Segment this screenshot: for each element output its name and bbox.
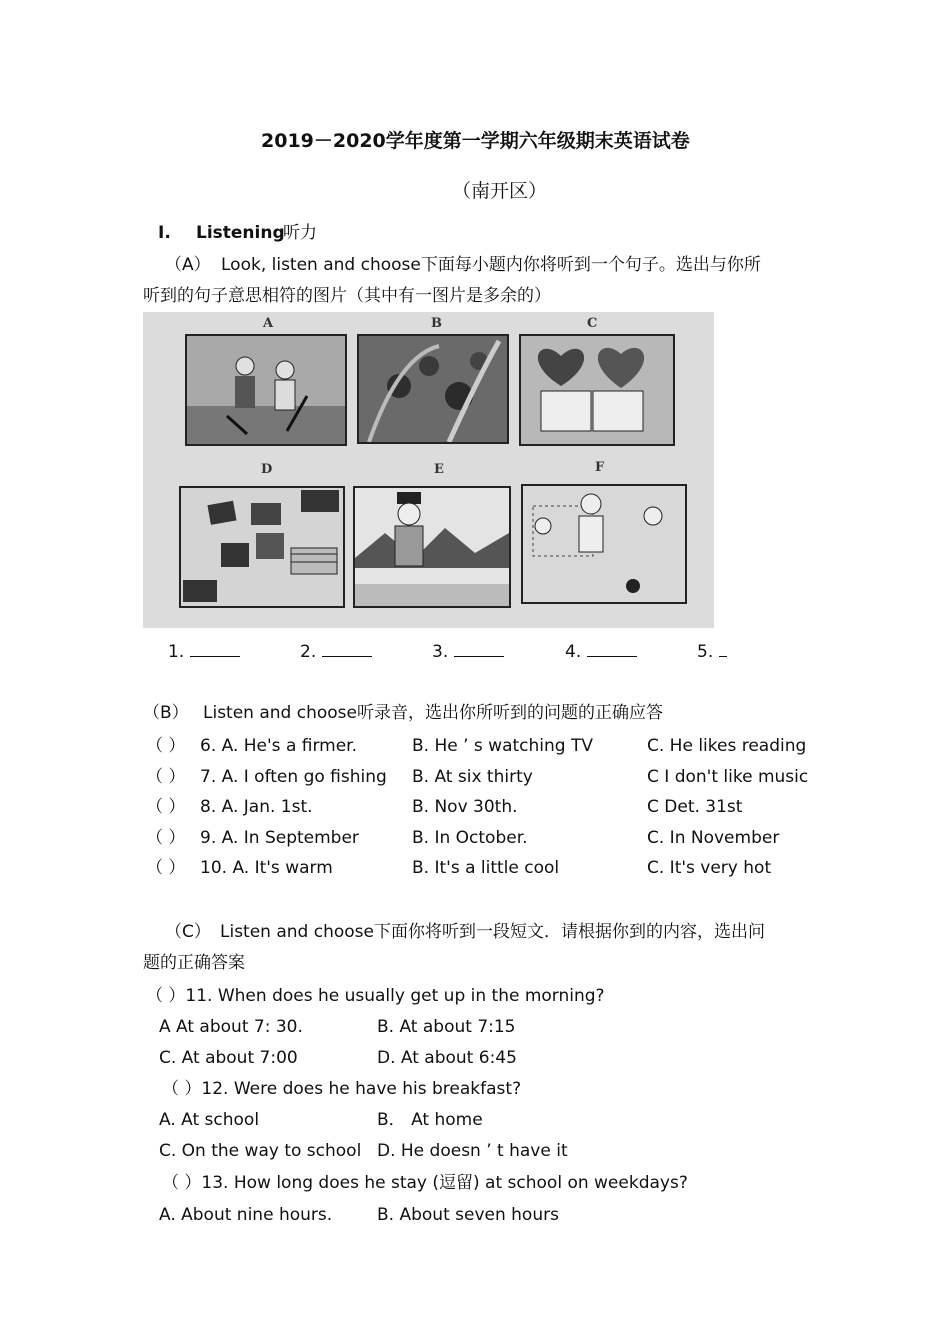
- picture-label-a: A: [263, 316, 274, 331]
- answer-number: 2.: [300, 642, 317, 662]
- option-a: 9. A. In September: [200, 828, 359, 848]
- tomato-plants-image: [359, 336, 507, 442]
- answer-number: 5.: [697, 642, 714, 662]
- greeting-cards-image: [521, 336, 673, 444]
- picture-label-d: D: [261, 462, 273, 477]
- picture-b: [357, 334, 509, 444]
- page-subtitle: （南开区）: [452, 180, 548, 202]
- picture-f: [521, 484, 687, 604]
- option-b: B. He ’ s watching TV: [412, 736, 593, 756]
- option-a: 10. A. It's warm: [200, 858, 333, 878]
- picture-label-b: B: [431, 316, 442, 331]
- part-c-marker: （C）: [165, 922, 211, 942]
- part-b-instruction: Listen and choose听录音，选出你所听到的问题的正确应答: [203, 703, 663, 723]
- option-b: B． At home: [377, 1110, 483, 1130]
- blank-line: [190, 642, 240, 657]
- picture-label-c: C: [587, 316, 598, 331]
- option-a: 8. A. Jan. 1st.: [200, 797, 313, 817]
- option-c: C. In November: [647, 828, 780, 848]
- picture-e: [353, 486, 511, 608]
- option-a: A. At school: [159, 1110, 260, 1130]
- man-mountains-image: [355, 488, 509, 606]
- blank-line: [587, 642, 637, 657]
- option-b: B. In October.: [412, 828, 528, 848]
- option-b: B. It's a little cool: [412, 858, 560, 878]
- answer-blank-3[interactable]: [432, 641, 504, 663]
- answer-paren[interactable]: （ ）: [146, 828, 186, 848]
- option-d: D. He doesn ’ t have it: [377, 1141, 568, 1161]
- option-a: 7. A. I often go fishing: [200, 767, 387, 787]
- option-c: C I don't like music: [647, 767, 809, 787]
- blank-line: [719, 642, 727, 657]
- option-c: C. It's very hot: [647, 858, 772, 878]
- answer-blank-5[interactable]: [697, 641, 727, 663]
- question-11[interactable]: （ ）11. When does he usually get up in the morning?: [146, 986, 605, 1006]
- part-c-instruction-1: Listen and choose下面你将听到一段短文．请根据你到的内容，选出问: [220, 922, 765, 942]
- hockey-players-image: [187, 336, 345, 444]
- part-b-marker: （B）: [143, 703, 189, 723]
- option-c: C. At about 7:00: [159, 1048, 298, 1068]
- answer-blank-1[interactable]: [168, 641, 240, 663]
- picture-a: [185, 334, 347, 446]
- picture-d: [179, 486, 345, 608]
- option-c: C. On the way to school: [159, 1141, 362, 1161]
- answer-paren[interactable]: （ ）: [146, 736, 186, 756]
- option-c: C. He likes reading: [647, 736, 807, 756]
- option-b: B. Nov 30th.: [412, 797, 518, 817]
- answer-number: 4.: [565, 642, 582, 662]
- option-b: B. At about 7:15: [377, 1017, 516, 1037]
- answer-number: 3.: [432, 642, 449, 662]
- option-d: D. At about 6:45: [377, 1048, 517, 1068]
- question-13[interactable]: （ ）13. How long does he stay (逗留) at school on weekdays?: [162, 1173, 688, 1193]
- option-a: A. About nine hours.: [159, 1205, 333, 1225]
- option-a: A At about 7: 30.: [159, 1017, 303, 1037]
- football-players-image: [523, 486, 685, 602]
- answer-number: 1.: [168, 642, 185, 662]
- option-a: 6. A. He's a firmer.: [200, 736, 358, 756]
- option-c: C Det. 31st: [647, 797, 743, 817]
- section-heading: Listening: [196, 223, 285, 243]
- part-c-instruction-2: 题的正确答案: [143, 953, 245, 973]
- part-a-marker: （A）: [165, 255, 211, 275]
- picture-label-f: F: [595, 460, 605, 475]
- option-b: B. At six thirty: [412, 767, 533, 787]
- part-a-instruction-2: 听到的句子意思相符的图片（其中有一图片是多余的）: [143, 286, 551, 306]
- page-title: 2019－2020学年度第一学期六年级期末英语试卷: [261, 130, 690, 152]
- picture-c: [519, 334, 675, 446]
- part-a-instruction-1: Look, listen and choose下面每小题内你将听到一个句子。选出与你所: [221, 255, 761, 275]
- photos-flags-image: [181, 488, 343, 606]
- question-12[interactable]: （ ）12. Were does he have his breakfast?: [162, 1079, 522, 1099]
- answer-blank-4[interactable]: [565, 641, 637, 663]
- section-heading-cn: 听力: [283, 223, 317, 243]
- option-b: B. About seven hours: [377, 1205, 559, 1225]
- answer-paren[interactable]: （ ）: [146, 767, 186, 787]
- answer-paren[interactable]: （ ）: [146, 797, 186, 817]
- blank-line: [322, 642, 372, 657]
- section-number: I.: [158, 223, 171, 243]
- picture-figure: [143, 312, 714, 628]
- picture-label-e: E: [434, 462, 444, 477]
- blank-line: [454, 642, 504, 657]
- answer-paren[interactable]: （ ）: [146, 858, 186, 878]
- answer-blank-2[interactable]: [300, 641, 372, 663]
